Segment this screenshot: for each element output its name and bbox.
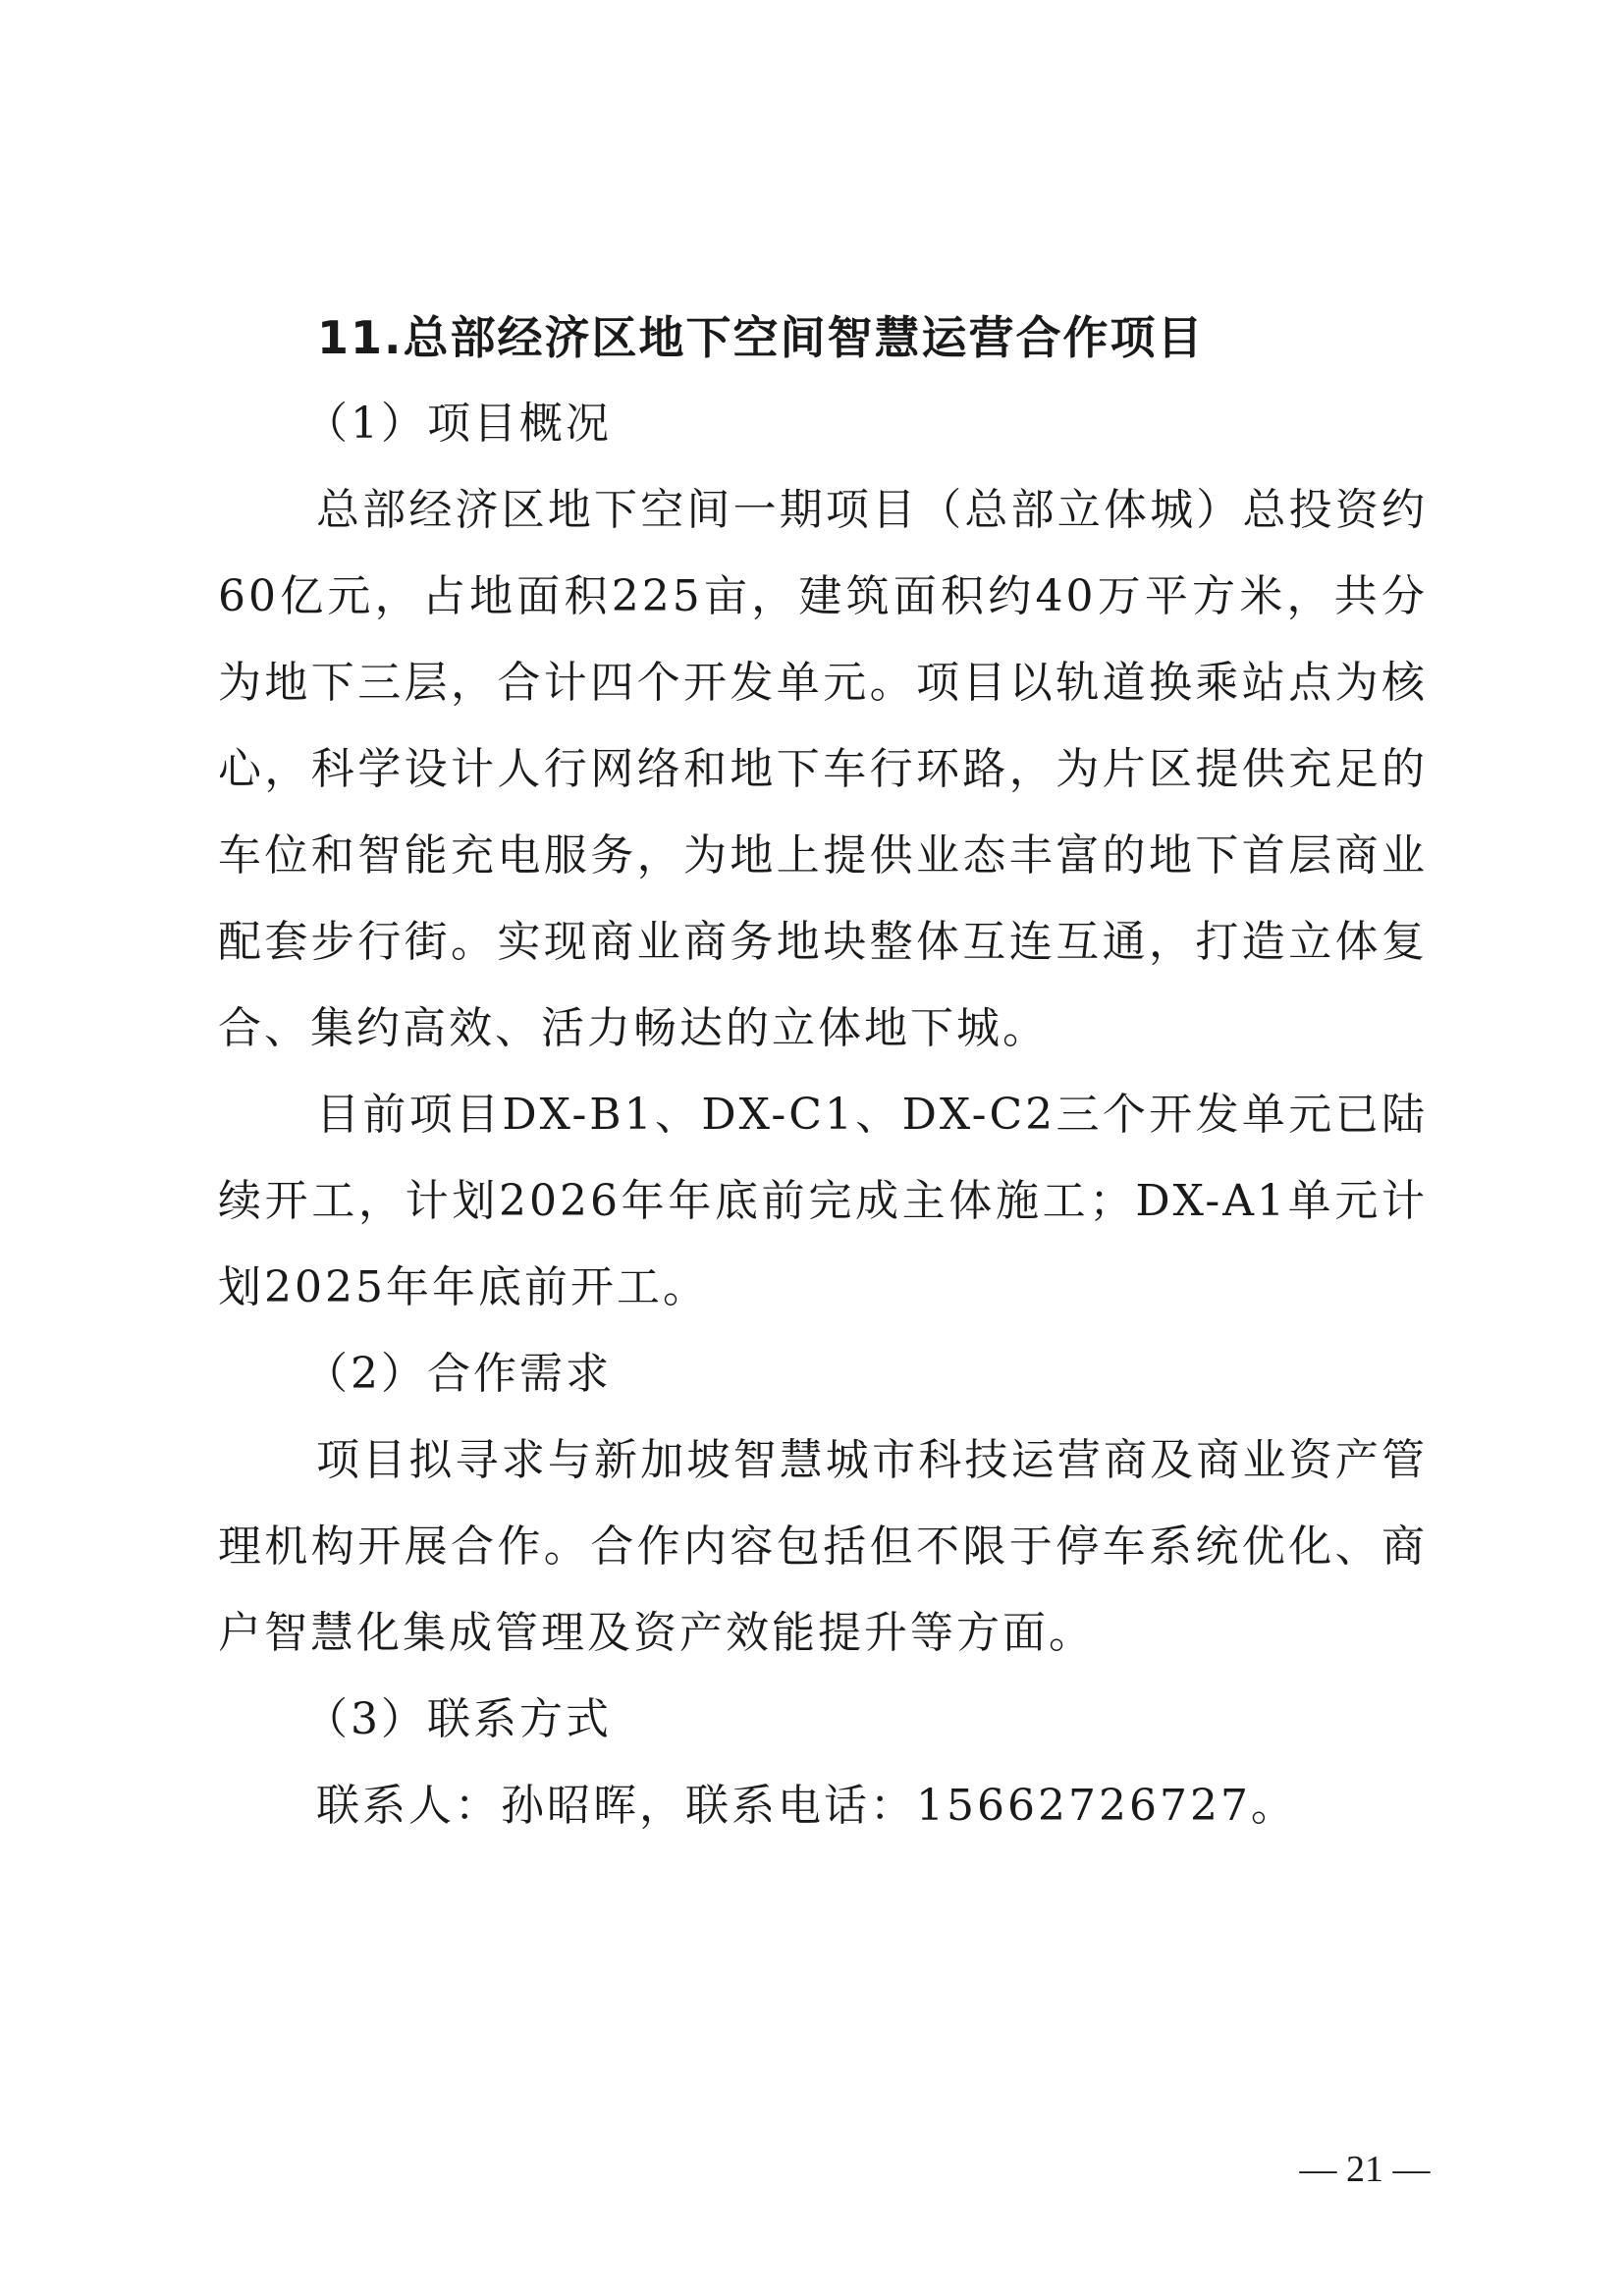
page-number: — 21 —	[1299, 2149, 1431, 2190]
section-heading-overview: （1）项目概况	[304, 399, 612, 449]
section-heading-cooperation-needs: （2）合作需求	[304, 1349, 612, 1399]
document-body	[218, 294, 1428, 1849]
section-contact	[218, 1677, 1428, 1849]
overview-paragraph-2: 目前项目DX-B1、DX-C1、DX-C2三个开发单元已陆续开工，计划2026年年底前完成主体施工；DX-A1单元计划2025年年底前开工。	[218, 1090, 1428, 1312]
project-title: 11.总部经济区地下空间智慧运营合作项目	[317, 311, 1205, 364]
cooperation-needs-paragraph: 项目拟寻求与新加坡智慧城市科技运营商及商业资产管理机构开展合作。合作内容包括但不限于停车系统优化、商户智慧化集成管理及资产效能提升等方面。	[218, 1435, 1428, 1658]
contact-paragraph: 联系人：孙昭晖，联系电话：15662726727。	[316, 1781, 1297, 1831]
overview-paragraph-1: 总部经济区地下空间一期项目（总部立体城）总投资约60亿元，占地面积225亩，建筑面积约40万平方米，共分为地下三层，合计四个开发单元。项目以轨道换乘站点为核心，科学设计人行网络和地下车行环路，为片区提供充足的车位和智能充电服务，为地上提供业态丰富的地下首层商业配套步行街。实现商业商务地块整体互连互通，打造立体复合、集约高效、活力畅达的立体地下城。	[218, 485, 1428, 1053]
section-overview	[218, 381, 1428, 1331]
section-cooperation-needs	[218, 1331, 1428, 1677]
section-heading-contact: （3）联系方式	[304, 1694, 612, 1744]
